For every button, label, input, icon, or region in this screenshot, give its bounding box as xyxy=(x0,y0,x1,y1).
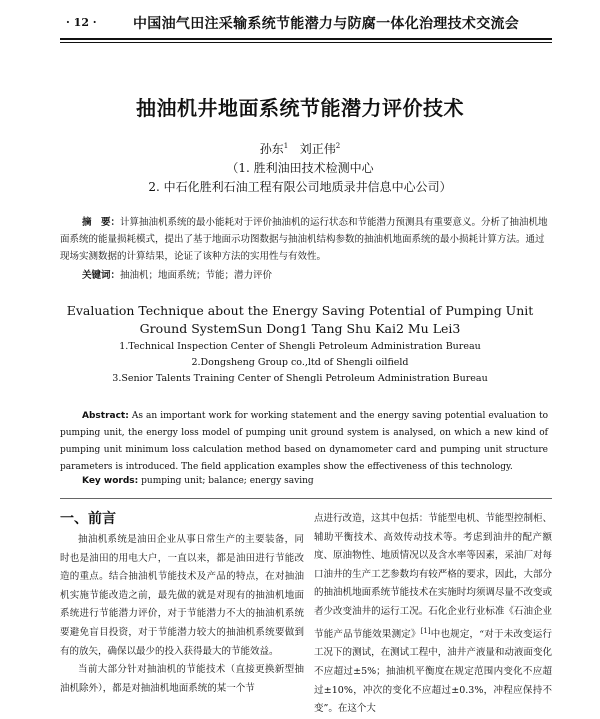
journal-title: 中国油气田注采输系统节能潜力与防腐一体化治理技术交流会 xyxy=(133,16,520,32)
abstract-cn xyxy=(60,214,548,265)
author-2: 刘正伟 xyxy=(299,142,336,156)
abstract-en-text: As an important work for working statement and the energy saving potential evaluation to pumping unit, the energy loss model of pumping unit ground system is analysed, on which a new kind of pumping unit minimum loss calculation method based on dynamometer card and pumping unit structure parameters is introduced. The field application examples show the effectiveness of this technology. xyxy=(60,411,548,472)
body-column-right xyxy=(314,510,552,719)
page-header xyxy=(0,0,600,48)
paper-title-cn: 抽油机井地面系统节能潜力评价技术 xyxy=(136,96,464,120)
paper-title-en-line1: Evaluation Technique about the Energy Saving Potential of Pumping Unit xyxy=(66,303,534,318)
paper-title-en-line2: Ground SystemSun Dong1 Tang Shu Kai2 Mu Lei3 xyxy=(139,321,461,336)
abstract-en xyxy=(60,408,548,476)
keywords-en-text: pumping unit; balance; energy saving xyxy=(141,476,314,486)
author-2-sup: 2 xyxy=(335,142,341,150)
body-paragraph-right-cont: 中也规定，“对于未改变运行工况下的测试，在测试工程中，油井产液量和动液面变化不应超过±5%；抽油机平衡度在规定范围内变化不应超过±10%，冲次的变化不应超过±0.3%，冲程应保持不变”。在这个大 xyxy=(314,628,552,715)
affiliation-en-3: 3.Senior Talents Training Center of Shengli Petroleum Administration Bureau xyxy=(112,373,488,384)
keywords-cn xyxy=(82,267,548,281)
keywords-cn-text: 抽油机；地面系统；节能；潜力评价 xyxy=(120,270,273,281)
citation-ref: [1] xyxy=(420,626,431,635)
authors-cn xyxy=(0,140,600,157)
body-paragraph-right xyxy=(314,510,552,719)
body-column-left xyxy=(60,510,304,698)
abstract-en-label: Abstract: xyxy=(82,411,129,421)
affiliation-en-2: 2.Dongsheng Group co.,ltd of Shengli oilfield xyxy=(191,357,409,368)
affiliation-en-1: 1.Technical Inspection Center of Shengli Petroleum Administration Bureau xyxy=(119,341,481,352)
section-heading-intro: 一、前言 xyxy=(60,511,116,527)
keywords-en xyxy=(82,476,548,486)
affiliation-cn-1: （1. 胜利油田技术检测中心 xyxy=(226,161,374,175)
page-number: · 12 · xyxy=(66,16,97,29)
keywords-en-label: Key words: xyxy=(82,476,139,486)
body-paragraph-right-text: 点进行改造，这其中包括：节能型电机、节能型控制柜、辅助平衡技术、高效传动技术等。考虑到油井的配产额度、原油物性、地质情况以及含水率等因素，采油厂对每口油井的生产工艺参数均有较严格的要求，因此，大部分的抽油机地面系统节能技术在实施时均须调尽量不改变或者少改变油井的运行工况。石化企业行业标准《石油企业节能产品节能效果测定》 xyxy=(314,513,552,640)
header-rule-thick xyxy=(60,38,552,40)
affiliation-cn-2: 2. 中石化胜利石油工程有限公司地质录井信息中心公司） xyxy=(148,180,452,194)
abstract-cn-label: 摘 要： xyxy=(82,217,121,228)
author-1-sup: 1 xyxy=(283,142,289,150)
body-paragraph: 当前大部分针对抽油机的节能技术（直接更换新型抽油机除外），都是对抽油机地面系统的某一个节 xyxy=(60,664,304,694)
header-rule-thin xyxy=(60,42,552,43)
body-paragraph: 抽油机系统是油田企业从事日常生产的主要装备，同时也是油田的用电大户，一直以来，都是油田进行节能改造的重点。结合抽油机节能技术及产品的特点，在对抽油机实施节能改造之前，最先做的就是对现有的抽油机地面系统进行节能潜力评价，对于节能潜力不大的抽油机系统要避免盲目投资，对于节能潜力较大的抽油机系统要做到有的放矢，确保以最少的投入获得最大的节能效益。 xyxy=(60,534,304,657)
keywords-cn-label: 关键词： xyxy=(82,270,121,281)
author-1: 孙东 xyxy=(259,142,284,156)
abstract-cn-text: 计算抽油机系统的最小能耗对于评价抽油机的运行状态和节能潜力预测具有重要意义。分析了抽油机地面系统的能量损耗模式，提出了基于地面示功图数据与抽油机结构参数的抽油机地面系统的最小损耗计算方法。通过现场实测数据的计算结果，论证了该种方法的实用性与有效性。 xyxy=(60,217,548,262)
section-divider xyxy=(60,498,552,499)
